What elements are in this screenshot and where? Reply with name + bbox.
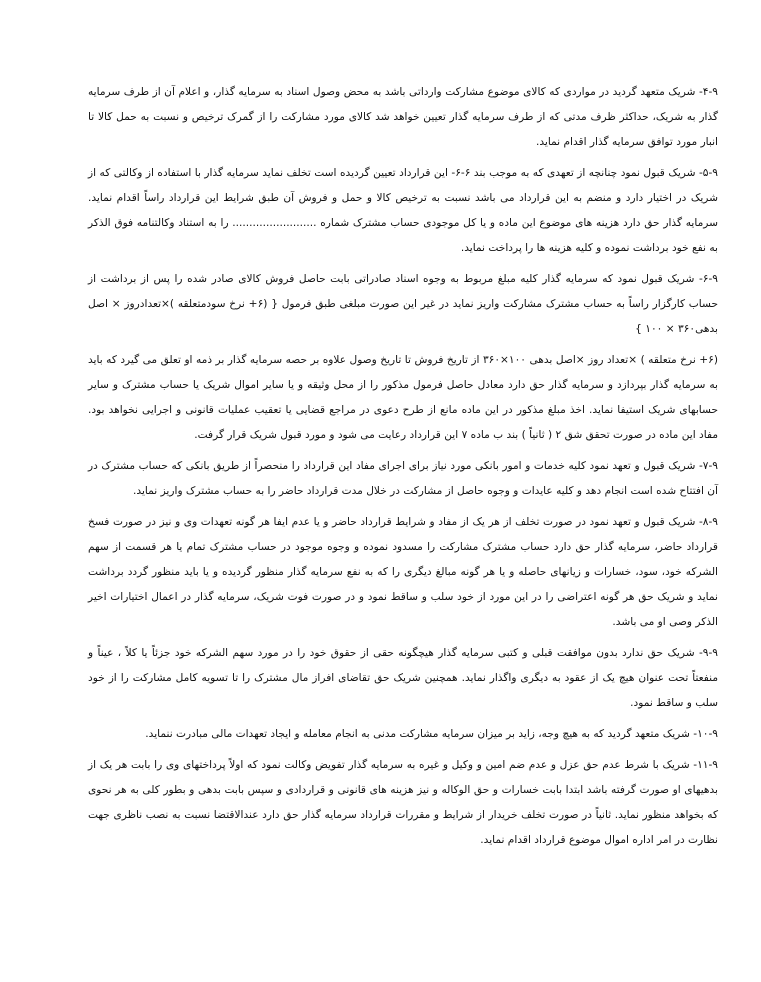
- clause-9-5: ۵-۹- شریک قبول نمود چنانچه از تعهدی که به موجب بند ۶-۶- این قرارداد تعیین گردیده است تخلف نماید سرمایه گذار با استفاده از وکالتی که از شریک در اختیار دارد و منضم به این قرارداد می باشد نسبت به ترخیص کالا و حمل و فروش آن طبق شرایط این قرارداد راساً اقدام نماید. سرمایه گذار حق دارد هزینه های موضوع این ماده و یا کل موجودی حساب مشترک شماره ......................... را به استناد وکالتنامه فوق الذکر به نفع خود برداشت نموده و کلیه هزینه ها را پرداخت نماید.: [88, 167, 718, 254]
- clause-9-11: ۱۱-۹- شریک با شرط عدم حق عزل و عدم ضم امین و وکیل و غیره به سرمایه گذار تفویض وکالت نمود که اولاً پرداختهای وی را بابت هر یک از بدهیهای او صورت گرفته باشد ابتدا بابت خسارات و حق الوکاله و نیز هزینه های قانونی و قراردادی و سپس بابت بدهی و بطور کلی به هر نحوی که بخواهد منظور نماید. ثانیاً در صورت تخلف خریدار از شرایط و مقررات قرارداد سرمایه گذار حق دارد عندالاقتضا نسبت به نصب ناظری جهت نظارت در امر اداره اموال موضوع قرارداد اقدام نماید.: [88, 759, 718, 846]
- clause-9-10: ۱۰-۹- شریک متعهد گردید که به هیچ وجه، زاید بر میزان سرمایه مشارکت مدنی به انجام معامله و ایجاد تعهدات مالی مبادرت ننماید.: [145, 728, 718, 740]
- clause-9-7: ۷-۹- شریک قبول و تعهد نمود کلیه خدمات و امور بانکی مورد نیاز برای اجرای مفاد این قرارداد را منحصراً از طریق بانکی که حساب مشترک در آن افتتاح شده است انجام دهد و کلیه عایدات و وجوه حاصل از مشارکت در خلال مدت قرارداد حاضر را به حساب مشترک واریز نماید.: [88, 460, 718, 497]
- clause-9-8: ۸-۹- شریک قبول و تعهد نمود در صورت تخلف از هر یک از مفاد و شرایط قرارداد حاضر و یا عدم ایفا هر گونه تعهدات وی و نیز در صورت فسخ قرارداد حاضر، سرمایه گذار حق دارد حساب مشترک مشارکت را مسدود نموده و وجوه موجود در حساب مشترک تمام یا هر قسمت از سهم الشرکه خود، سود، خسارات و زیانهای حاصله و یا هر گونه مبالغ دیگری را که به نفع سرمایه گذار منظور گردیده و یا باید منظور گردد برداشت نماید و شریک حق هر گونه اعتراضی را در این مورد از خود سلب و ساقط نمود و در صورت فوت شریک، سرمایه گذار در اعمال اختیارات اخیر الذکر وصی او می باشد.: [88, 516, 718, 628]
- clause-9-6-formula-continuation: (۶+ نرخ متعلقه ) ×تعداد روز ×اصل بدهی ۱۰۰×۳۶۰ از تاریخ فروش تا تاریخ وصول علاوه بر حصه سرمایه گذار بر ذمه او تعلق می گیرد که باید به سرمایه گذار بپردازد و سرمایه گذار حق دارد معادل حاصل فرمول مذکور را از محل وثیقه و یا سایر اموال شریک یا حساب مشترک و سایر حسابهای شریک استیفا نماید. اخذ مبلغ مذکور در این ماده مانع از طرح دعوی در مراجع قضایی یا تعقیب عملیات قانونی و اجرایی نخواهد بود. مفاد این ماده در صورت تحقق شق ۲ ( ثانیاً ) بند ب ماده ۷ این قرارداد رعایت می شود و مورد قبول شریک قرار گرفت.: [88, 354, 718, 441]
- contract-page: [88, 80, 718, 859]
- clause-9-9: ۹-۹- شریک حق ندارد بدون موافقت قبلی و کتبی سرمایه گذار هیچگونه حقی از حقوق خود را در مورد سهم الشرکه خود جزئاً یا کلاً ، عیناً و منفعتاً تحت عنوان هیچ یک از عقود به دیگری واگذار نماید. همچنین شریک حق تقاضای افراز مال مشترک را تا تسویه کامل مشارکت را از خود سلب و ساقط نمود.: [88, 647, 718, 709]
- clause-9-4: ۴-۹- شریک متعهد گردید در مواردی که کالای موضوع مشارکت وارداتی باشد به محض وصول اسناد به سرمایه گذار، و اعلام آن از طرف سرمایه گذار به شریک، حداکثر ظرف مدتی که از طرف سرمایه گذار تعیین خواهد شد کالای مورد مشارکت را از گمرک ترخیص و نسبت به حمل کالا تا انبار مورد توافق سرمایه گذار اقدام نماید.: [88, 86, 718, 148]
- clause-9-6: ۶-۹- شریک قبول نمود که سرمایه گذار کلیه مبلغ مربوط به وجوه اسناد صادراتی بابت حاصل فروش کالای صادر شده را پس از برداشت از حساب کارگزار راساً به حساب مشترک مشارکت واریز نماید در غیر این صورت مبلغی طبق فرمول { (۶+ نرخ سودمتعلقه )×تعدادروز × اصل بدهی۳۶۰ × ۱۰۰ }: [88, 273, 718, 335]
